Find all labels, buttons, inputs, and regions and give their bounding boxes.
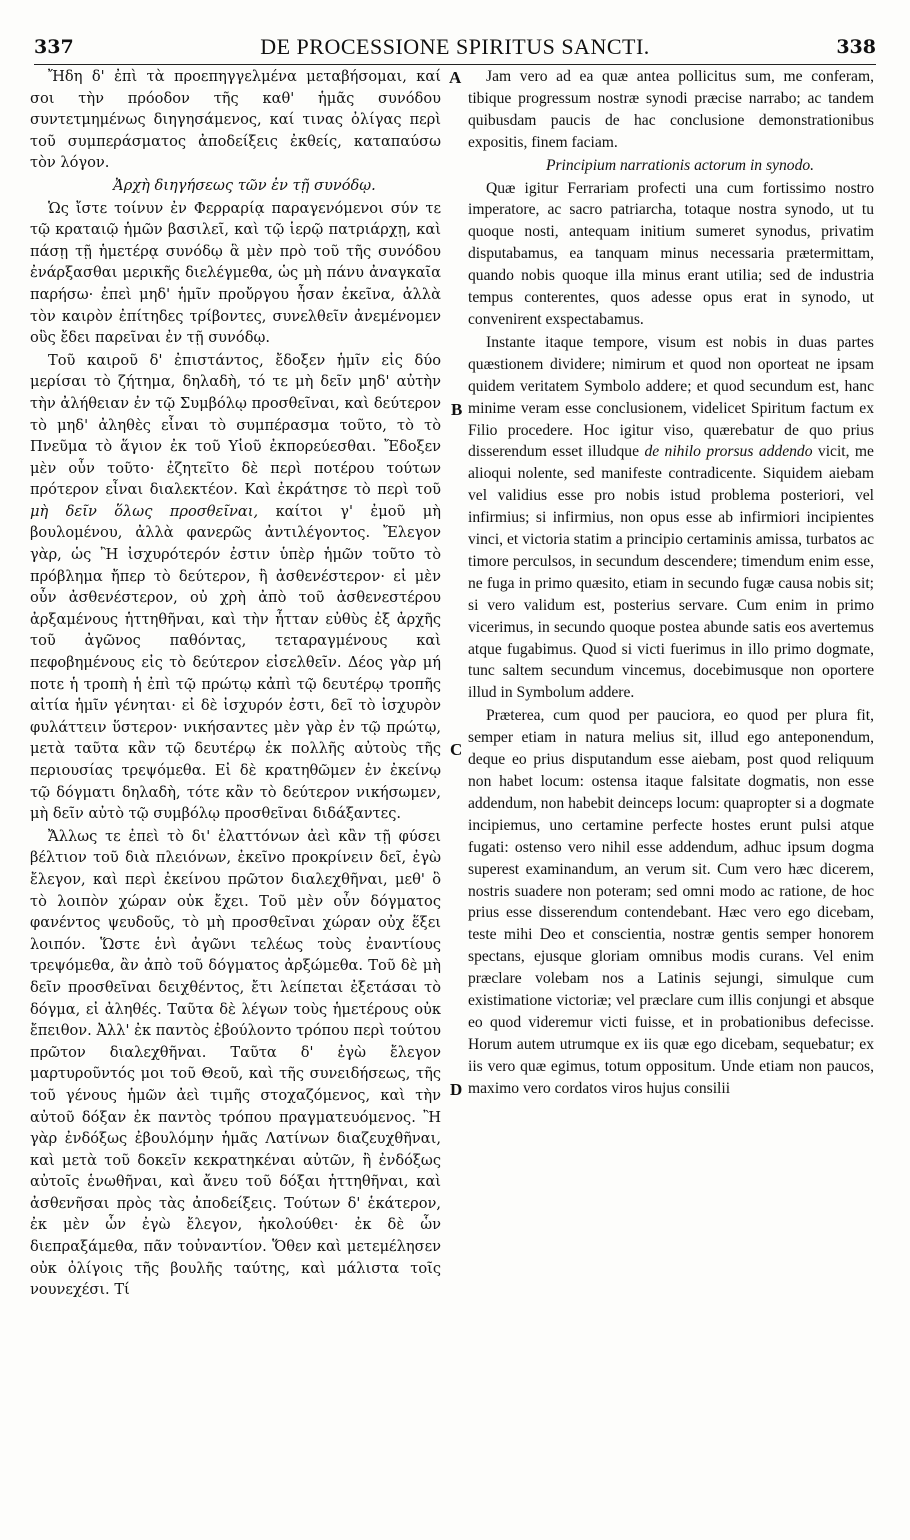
greek-paragraph: Ὡς ἴστε τοίνυν ἐν Φερραρίᾳ παραγενόμενοι σύν τε τῷ κραταιῷ ἡμῶν βασιλεῖ, καὶ τῷ ἱερῷ πατριάρχῃ, καὶ πάσῃ τῇ ἡμετέρᾳ συνόδῳ ἃ μὲν πρὸ τοῦ τῆς συνόδου ἐνάρξασθαι μερικῆς διελέγμεθα, ὡς μὴ πάνυ ἀναγκαῖα παρήσω· ἐπεὶ μηδ' ἡμῖν προὔργου ἦσαν ἐκεῖνα, ἀλλὰ τὸν καιρὸν ἐπίτηδες τρίβοντες, συνελθεῖν ἀνεμένομεν οὓς ἔδει παρεῖναι ἐν τῇ συνόδῳ. <box>30 199 441 347</box>
greek-emphasis: μὴ δεῖν ὅλως προσθεῖναι, <box>30 502 259 520</box>
greek-text: καίτοι γ' ἐμοῦ μὴ βουλομένου, ἀλλὰ φανερῶς ἀντιλέγοντος. Ἔλεγον γὰρ, ὡς Ἢ ἰσχυρότερόν ἐστιν ὑπὲρ ἡμῶν τοῦτο τὸ πρόβλημα ἤπερ τὸ δεύτερον, ἢ ἀσθενέστερον· εἰ μὲν οὖν ἀσθενέστερον, οὐ χρὴ ἀπὸ τοῦ ἀσθενεστέρου ἀρξαμένους ἡττηθῆναι, καὶ τὴν ἧτταν εὐθὺς ἐξ ἀρχῆς τοῦ ἀγῶνος παθόντας, τεταραγμένους καὶ πεφοβημένους εἰς τὸ δεύτερον εἰσελθεῖν. Δέος γὰρ μή ποτε ἡ τροπὴ ἡ ἐπὶ τῷ πρώτῳ κἀπὶ τῷ δευτέρῳ τροπῆς αἰτία ἡμῖν γένηται· εἰ δὲ ἰσχυρόν ἐστι, δεῖ τὸ ἰσχυρὸν φυλάττειν ὕστερον· νικήσαντες μὲν γὰρ ἐν τῷ πρώτῳ, μετὰ ταῦτα κἂν τῷ δευτέρῳ ἐκ πολλῆς αὐτοὺς τῆς περιουσίας τρεψόμεθα. Εἰ δὲ κρατηθῶμεν ἐν ἐκείνῳ τῷ δόγματι δηλαδὴ, τότε κἂν τὸ δεύτερον νικήσωμεν, μὴ δεῖν αὐτὸ τῷ συμβόλῳ προσθεῖναι διδάξαντες. <box>30 502 441 823</box>
greek-text: Τοῦ καιροῦ δ' ἐπιστάντος, ἔδοξεν ἡμῖν εἰς δύο μερίσαι τὸ ζήτημα, δηλαδὴ, τό τε μὴ δεῖν μηδ' αὐτὴν τὴν ἀλήθειαν ἐν τῷ Συμβόλῳ προσθεῖναι, καὶ δεύτερον τὸ μηδ' ἀληθὲς εἶναι τὸ συμπέρασμα τοῦτο, τὸ τὸ Πνεῦμα τὸ ἅγιον ἐκ τοῦ Υἱοῦ ἐκπορεύεσθαι. Ἔδοξεν μὲν οὖν τοῦτο· ἐζητεῖτο δὲ περὶ ποτέρου τούτων πρότερον εἶναι διαλεκτέον. Καὶ ἐκράτησε τὸ περὶ τοῦ <box>30 351 441 499</box>
latin-column <box>468 66 874 1520</box>
latin-text: vicit, me alioqui nolente, sed manifeste contradicente. Siquidem aiebam vel validius esse pro nobis istud problema posteriori, vel infirmius; si infirmius, non opus esse ab infirmiori incipientes vinci, et victoria statim a principio certaminis amissa, turbatos ac timore perculsos, in secundum descendere; timendum enim esse, ne fuga in primo quæsito, etiam in secundo fugæ causa nobis sit; si vero validum est, posterius servare. Cum enim in primo vicerimus, in secundo quoque postea abunde satis eos avertemus atque fugabimus. Quod si victi fuerimus in illo primo dogmate, tunc saltem secundum vincemus, docebimusque non oportere illud in Symbolum addere. <box>468 443 874 702</box>
section-marker-a: A <box>449 68 462 87</box>
page-number-right: 338 <box>836 36 876 58</box>
greek-paragraph <box>30 350 441 825</box>
latin-emphasis: de nihilo prorsus addendo <box>644 443 813 461</box>
section-marker-d: D <box>450 1080 463 1099</box>
latin-paragraph: Quæ igitur Ferrariam profecti una cum fortissimo nostro imperatore, ac sacro patriarcha, totaque nostra synodo, ut tu quoque nosti, antequam initium sumeret synodus, privatim disputabamus, ea tanquam minus necessaria prætermittam, quando nobis quoque illa minus erant utilia; sed de industria tempus conterentes, quos adesse opus erat in synodo, ut convenirent exspectabamus. <box>468 179 874 328</box>
greek-subheading: Ἀρχὴ διηγήσεως τῶν ἐν τῇ συνόδῳ. <box>113 176 376 194</box>
section-marker-c: C <box>450 740 463 759</box>
latin-text: Instante itaque tempore, visum est nobis in duas partes quæstionem dividere; nimirum et quod non oporteat ne ipsam quidem veritatem Symbolo addere; et quod secundum est, hanc minime veram esse conclusionem, videlicet Spiritum factum ex Filio procedere. Hoc igitur viso, quærebatur de quo prius disserendum esset illudque <box>468 333 874 461</box>
latin-subheading: Principium narrationis actorum in synodo. <box>545 156 815 174</box>
greek-paragraph: Ἤδη δ' ἐπὶ τὰ προεπηγγελμένα μεταβήσομαι, καί σοι τὴν πρόοδον τῆς καθ' ἡμᾶς συνόδου συντετμημένως διηγησάμενος, καί τινας ὀλίγας περὶ τοῦ συμπεράσματος ἀποδείξεις ἐκθείς, καταπαύσω τὸν λόγον. <box>30 68 441 172</box>
greek-paragraph: Ἄλλως τε ἐπεὶ τὸ δι' ἐλαττόνων ἀεὶ κἂν τῇ φύσει βέλτιον τοῦ διὰ πλειόνων, ἐκεῖνο προκρίνειν δεῖ, ἐγὼ ἔλεγον, καὶ περὶ ἐκείνου πρῶτον διαλεχθῆναι, μεθ' ὃ τὸ λοιπὸν χώραν οὐκ ἔχει. Τοῦ μὲν οὖν δόγματος φανέντος ψευδοῦς, τὸ μὴ προσθεῖναι χώραν οὐχ ἕξει λοιπόν. Ὥστε ἑνὶ ἀγῶνι τελέως τοὺς ἐναντίους τρεψόμεθα, ἂν ἀπὸ τοῦ δόγματος ἀρξώμεθα. Τοῦ δὲ μὴ δεῖν προσθεῖναι δειχθέντος, ἔτι λείπεται ἐξετάσαι τὸ δόγμα, εἰ ἀληθές. Ταῦτα δὲ λέγων τοὺς ἡμετέρους οὐκ ἔπειθον. Ἀλλ' ἐκ παντὸς ἐβούλοντο τρόπου περὶ τούτου πρῶτον διαλεχθῆναι. Ταῦτα δ' ἐγὼ ἔλεγον μαρτυροῦντός μοι τοῦ Θεοῦ, καὶ τῆς συνειδήσεως, τῆς τοῦ γένους ἡμῶν ἀεὶ τιμῆς στοχαζόμενος, καὶ τὴν αὐτοῦ δόξαν ἐκ παντὸς τρόπου πραγματευόμενος. Ἢ γὰρ ἐνδόξως ἐβουλόμην ἡμᾶς Λατίνων διαζευχθῆναι, καὶ μετὰ τοῦ δοκεῖν κεκρατηκέναι αὐτῶν, ἢ ἐνδόξως αὐτοῖς ἑνωθῆναι, καὶ ἄνευ τοῦ δόξαι ἡττηθῆναι, καὶ ἀσθενῆσαι πρὸς τὰς ἀποδείξεις. Τούτων δ' ἑκάτερον, ἐκ μὲν ὧν ἐγὼ ἔλεγον, ἠκολούθει· ἐκ δὲ ὧν διεπραξάμεθα, πᾶν τοὐναντίον. Ὅθεν καὶ μετεμέλησεν οὐκ ὀλίγοις τῆς βουλῆς ταύτης, καὶ μάλιστα τοῖς νουνεχέσι. Τί <box>30 827 441 1299</box>
page-number-left: 337 <box>34 36 74 58</box>
latin-paragraph <box>468 332 874 704</box>
running-header <box>34 30 876 65</box>
section-marker-b: B <box>451 400 463 419</box>
latin-paragraph: Jam vero ad ea quæ antea pollicitus sum, me conferam, tibique progressum nostræ synodi præcise narrabo; ac tandem quibusdam paucis de hac conclusione demonstrationibus expositis, finem faciam. <box>468 68 874 151</box>
latin-paragraph: Præterea, cum quod per pauciora, eo quod per plura fit, semper etiam in natura melius sit, illud ego anteponendum, deque eo prius disputandum esse aiebam, post quod reliquum non habet locum: ostensa itaque falsitate dogmatis, non esse addendum, non habebit deinceps locum: quapropter si a dogmate incipiemus, uno certamine perfecte hostes erunt pulsi atque fugati: ostenso vero nihil esse addendum, adhuc ipsum dogma superest examinandum, an verum sit. Cum vero hæc dicerem, nostris suadere non poteram; sed omni modo ac ratione, de hoc prius esse disserendum contendebant. Hæc vero ego dicebam, teste mihi Deo et conscientia, nostræ gentis semper honorem spectans, ejusque gloriam omnibus modis curans. Vel enim præclare volebam nos a Latinis sejungi, simulque cum existimatione victoriæ; vel præclare cum illis conjungi et absque eo quod videremur victi fuisse, et in probationibus defecisse. Horum autem utrumque ex iis quæ ego dicebam, sequebatur; ex iis vero quæ egimus, totum oppositum. Unde etiam non paucos, maximo vero cordatos viros hujus consilii <box>468 707 874 1097</box>
greek-column <box>30 66 441 1520</box>
running-title: DE PROCESSIONE SPIRITUS SANCTI. <box>260 34 650 59</box>
